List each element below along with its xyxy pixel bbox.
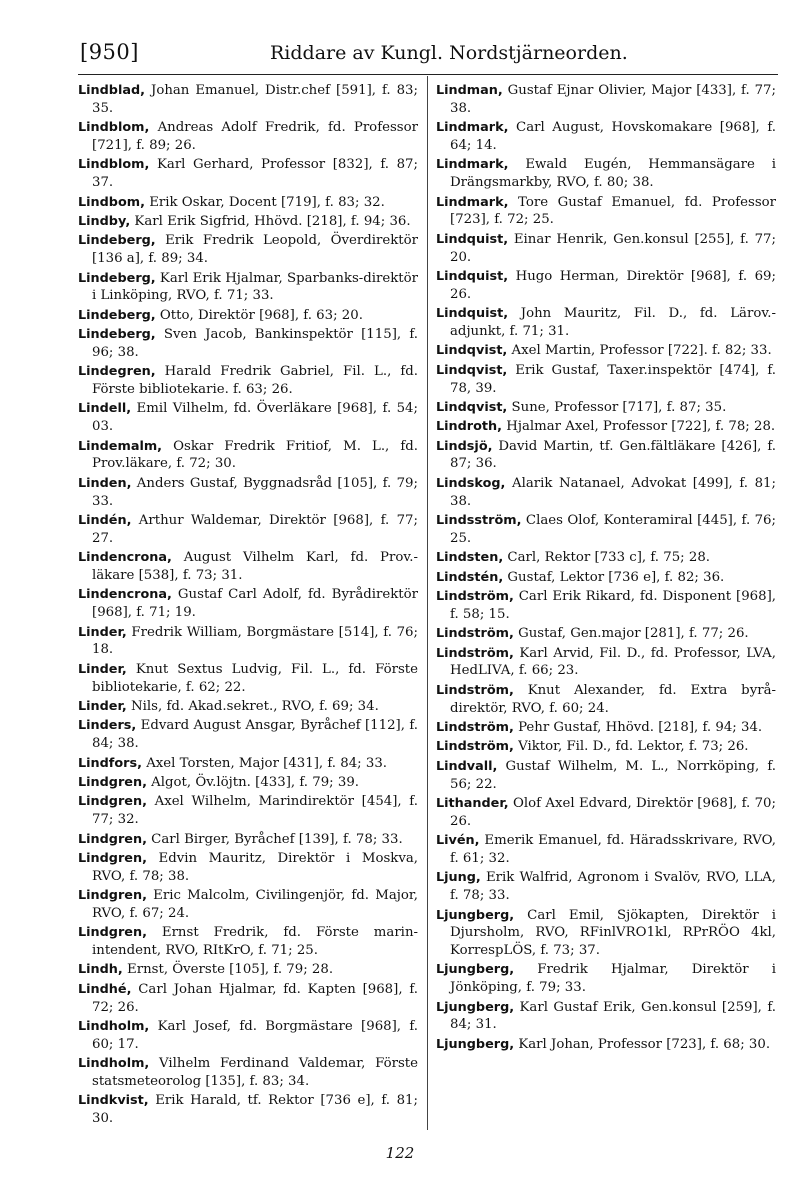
entry-details: Carl, Rektor [733 c], f. 75; 28. <box>503 550 711 566</box>
entry-surname: Lindsström, <box>436 513 522 529</box>
entry-surname: Lindquist, <box>436 268 509 284</box>
entry-details: Erik Walfrid, Agronom i Svalöv, RVO, LLA, f. 78; 33. <box>450 870 776 904</box>
entry-details: Erik Fredrik Leopold, Överdirektör [136 a], f. 89; 34. <box>92 233 418 267</box>
entry-surname: Ljungberg, <box>436 999 515 1015</box>
register-entry <box>436 119 776 155</box>
register-entry <box>436 362 776 398</box>
entry-surname: Lindmark, <box>436 157 509 173</box>
entry-surname: Lindgren, <box>78 794 147 810</box>
entry-details: Emil Vilhelm, fd. Överläkare [968], f. 54; 03. <box>92 401 418 435</box>
register-entry <box>436 738 776 756</box>
page-footer <box>0 1144 800 1162</box>
entry-details: August Vilhelm Karl, fd. Prov.-läkare [538], f. 73; 31. <box>92 550 418 584</box>
entry-details: Vilhelm Ferdinand Valdemar, Förste statsmeteorolog [135], f. 83; 34. <box>92 1056 418 1090</box>
folio-number: 122 <box>385 1144 415 1162</box>
entry-surname: Lindström, <box>436 626 514 642</box>
entry-surname: Lindell, <box>78 401 132 417</box>
entry-details: David Martin, tf. Gen.fältläkare [426], f. 87; 36. <box>450 438 776 472</box>
register-entry <box>78 1092 418 1128</box>
entry-surname: Lindgren, <box>78 831 147 847</box>
entry-details: Erik Oskar, Docent [719], f. 83; 32. <box>144 194 385 210</box>
register-entry <box>78 717 418 753</box>
entry-surname: Linder, <box>78 661 127 677</box>
entry-details: Sven Jacob, Bankinspektör [115], f. 96; 38. <box>92 327 418 360</box>
entry-surname: Lindh, <box>78 962 123 978</box>
entry-details: Gustaf Carl Adolf, fd. Byrådirektör [968], f. 71; 19. <box>92 587 418 621</box>
entry-surname: Lindsjö, <box>436 438 493 454</box>
entry-details: Edvin Mauritz, Direktör i Moskva, RVO, f. 78; 38. <box>92 850 418 884</box>
entry-details: Tore Gustaf Emanuel, fd. Professor [723], f. 72; 25. <box>450 194 776 228</box>
entry-surname: Lindström, <box>436 589 514 605</box>
entry-surname: Lindström, <box>436 739 514 755</box>
entry-details: Gustaf, Gen.major [281], f. 77; 26. <box>513 626 749 642</box>
left-column <box>78 82 418 1130</box>
entry-surname: Lindgren, <box>78 774 147 790</box>
entry-details: Olof Axel Edvard, Direktör [968], f. 70; 26. <box>450 795 776 829</box>
entry-details: Johan Emanuel, Distr.chef [591], f. 83; 35. <box>92 83 418 116</box>
entry-details: Fredrik William, Borgmästare [514], f. 76; 18. <box>92 624 418 658</box>
register-entry <box>436 999 776 1035</box>
entry-details: Oskar Fredrik Fritiof, M. L., fd. Prov.läkare, f. 72; 30. <box>92 438 418 472</box>
entry-surname: Lindén, <box>78 513 132 529</box>
register-entry <box>436 399 776 417</box>
entry-details: Hugo Herman, Direktör [968], f. 69; 26. <box>450 268 776 302</box>
entry-surname: Lindström, <box>436 682 514 698</box>
entry-details: Einar Henrik, Gen.konsul [255], f. 77; 20. <box>450 231 776 265</box>
register-entry <box>436 342 776 360</box>
register-entry <box>78 850 418 886</box>
register-entry <box>78 326 418 362</box>
entry-details: Karl Erik Hjalmar, Sparbanks-direktör i Linköping, RVO, f. 71; 33. <box>92 270 419 304</box>
entry-surname: Lindhé, <box>78 981 132 997</box>
page-number: [950] <box>80 40 139 64</box>
register-entry <box>436 231 776 267</box>
register-entry <box>78 793 418 829</box>
entry-details: Emerik Emanuel, fd. Häradsskrivare, RVO, f. 61; 32. <box>450 833 776 866</box>
register-entry <box>78 698 418 716</box>
register-entry <box>78 119 418 155</box>
entry-details: Carl Emil, Sjökapten, Direktör i Djursholm, RVO, RFinlVRO1kl, RPrRÖO 4kl, KorrespLÖS, f. 73; 37. <box>450 907 776 959</box>
register-entry <box>436 758 776 794</box>
entry-details: Karl Gerhard, Professor [832], f. 87; 37. <box>92 157 418 191</box>
entry-surname: Lindgren, <box>78 850 147 866</box>
register-entry <box>436 418 776 436</box>
register-entry <box>78 961 418 979</box>
entry-surname: Linders, <box>78 718 137 734</box>
entry-details: Anders Gustaf, Byggnadsråd [105], f. 79; 33. <box>92 475 418 509</box>
register-entry <box>78 438 418 474</box>
entry-surname: Lindemalm, <box>78 438 163 454</box>
register-entry <box>436 795 776 831</box>
entry-surname: Ljungberg, <box>436 1036 515 1052</box>
entry-surname: Ljungberg, <box>436 907 515 923</box>
entry-details: Carl August, Hovskomakare [968], f. 64; 14. <box>450 120 776 153</box>
entry-details: Hjalmar Axel, Professor [722], f. 78; 28. <box>502 419 776 435</box>
entry-details: Ernst Fredrik, fd. Förste marin-intendent, RVO, RItKrO, f. 71; 25. <box>92 925 418 959</box>
register-entry <box>78 400 418 436</box>
entry-surname: Lindqvist, <box>436 362 508 378</box>
entry-surname: Lindqvist, <box>436 399 508 415</box>
entry-surname: Lindquist, <box>436 231 509 247</box>
header-rule <box>78 74 778 75</box>
entry-details: Carl Birger, Byråchef [139], f. 78; 33. <box>146 831 403 847</box>
right-column <box>436 82 776 1055</box>
entry-surname: Lindmark, <box>436 120 509 136</box>
register-entry <box>78 512 418 548</box>
register-entry <box>78 755 418 773</box>
entry-surname: Lindquist, <box>436 306 509 322</box>
register-entry <box>78 156 418 192</box>
register-entry <box>78 774 418 792</box>
entry-surname: Lindholm, <box>78 1019 150 1035</box>
entry-details: Edvard August Ansgar, Byråchef [112], f. 84; 38. <box>92 718 418 752</box>
register-entry <box>436 305 776 341</box>
register-entry <box>436 682 776 718</box>
register-entry <box>436 194 776 230</box>
entry-surname: Lindfors, <box>78 755 142 771</box>
register-entry <box>78 624 418 660</box>
entry-surname: Lindblom, <box>78 120 150 136</box>
entry-surname: Lindblad, <box>78 83 146 98</box>
register-entry <box>436 645 776 681</box>
register-entry <box>78 831 418 849</box>
page-header <box>80 40 775 70</box>
entry-details: Gustaf, Lektor [736 e], f. 82; 36. <box>503 569 725 585</box>
entry-details: John Mauritz, Fil. D., fd. Lärov.-adjunkt, f. 71; 31. <box>450 306 776 339</box>
entry-details: Algot, Öv.löjtn. [433], f. 79; 39. <box>146 774 360 790</box>
register-entry <box>78 1055 418 1091</box>
entry-surname: Linden, <box>78 475 132 491</box>
entry-details: Carl Johan Hjalmar, fd. Kapten [968], f. 72; 26. <box>92 981 418 1015</box>
entry-surname: Lindsten, <box>436 550 504 566</box>
entry-surname: Lindeberg, <box>78 233 156 249</box>
entry-surname: Lindgren, <box>78 925 147 941</box>
entry-details: Knut Sextus Ludvig, Fil. L., fd. Förste bibliotekarie, f. 62; 22. <box>92 661 418 695</box>
entry-surname: Lindencrona, <box>78 587 172 603</box>
entry-details: Axel Wilhelm, Marindirektör [454], f. 77; 32. <box>92 794 418 828</box>
running-title: Riddare av Kungl. Nordstjärneorden. <box>270 42 628 64</box>
entry-details: Harald Fredrik Gabriel, Fil. L., fd. Förste bibliotekarie. f. 63; 26. <box>92 364 418 398</box>
register-entry <box>78 213 418 231</box>
register-entry <box>436 625 776 643</box>
entry-surname: Linder, <box>78 624 127 640</box>
register-entry <box>78 1018 418 1054</box>
entry-details: Gustaf Ejnar Olivier, Major [433], f. 77; 38. <box>450 83 776 116</box>
register-entry <box>436 438 776 474</box>
register-entry <box>78 549 418 585</box>
entry-surname: Lindroth, <box>436 419 503 435</box>
entry-surname: Lindvall, <box>436 758 498 774</box>
entry-surname: Lindman, <box>436 83 503 98</box>
entry-surname: Lindeberg, <box>78 327 156 343</box>
entry-details: Axel Martin, Professor [722]. f. 82; 33. <box>507 343 772 359</box>
entry-details: Karl Johan, Professor [723], f. 68; 30. <box>514 1036 771 1052</box>
entry-details: Karl Arvid, Fil. D., fd. Professor, LVA, HedLIVA, f. 66; 23. <box>450 645 776 679</box>
entry-details: Karl Erik Sigfrid, Hhövd. [218], f. 94; 36. <box>130 213 411 229</box>
register-entry <box>436 961 776 997</box>
entry-details: Andreas Adolf Fredrik, fd. Professor [721], f. 89; 26. <box>92 120 418 153</box>
entry-details: Claes Olof, Konteramiral [445], f. 76; 25. <box>450 513 776 546</box>
register-entry <box>436 512 776 548</box>
register-entry <box>436 475 776 511</box>
entry-surname: Lindholm, <box>78 1056 150 1072</box>
entry-details: Eric Malcolm, Civilingenjör, fd. Major, RVO, f. 67; 24. <box>92 888 418 921</box>
entry-details: Karl Josef, fd. Borgmästare [968], f. 60; 17. <box>92 1019 418 1052</box>
register-entry <box>78 232 418 268</box>
entry-details: Alarik Natanael, Advokat [499], f. 81; 38. <box>450 475 776 509</box>
entry-surname: Linder, <box>78 698 127 714</box>
register-entry <box>78 981 418 1017</box>
register-entry <box>78 887 418 923</box>
register-entry <box>436 588 776 624</box>
entry-surname: Lindström, <box>436 719 514 735</box>
entry-details: Gustaf Wilhelm, M. L., Norrköping, f. 56; 22. <box>450 758 776 792</box>
entry-surname: Lindström, <box>436 645 514 661</box>
entry-details: Karl Gustaf Erik, Gen.konsul [259], f. 84; 31. <box>450 999 776 1033</box>
register-entry <box>436 569 776 587</box>
register-entry <box>436 1036 776 1054</box>
register-entry <box>78 363 418 399</box>
entry-surname: Lindblom, <box>78 157 150 173</box>
entry-surname: Lindeberg, <box>78 307 156 323</box>
register-entry <box>78 270 418 306</box>
entry-surname: Ljungberg, <box>436 962 515 978</box>
register-entry <box>78 586 418 622</box>
entry-details: Sune, Professor [717], f. 87; 35. <box>507 399 727 415</box>
entry-details: Erik Harald, tf. Rektor [736 e], f. 81; 30. <box>92 1093 418 1127</box>
register-entry <box>78 82 418 118</box>
register-entry <box>436 832 776 868</box>
entry-details: Otto, Direktör [968], f. 63; 20. <box>155 307 363 323</box>
entry-details: Axel Torsten, Major [431], f. 84; 33. <box>141 755 388 771</box>
entry-details: Ernst, Överste [105], f. 79; 28. <box>122 962 334 978</box>
register-entry <box>78 475 418 511</box>
entry-surname: Lindencrona, <box>78 550 172 566</box>
entry-surname: Lindby, <box>78 213 131 229</box>
entry-surname: Lindeberg, <box>78 270 156 286</box>
entry-surname: Lindmark, <box>436 194 509 210</box>
column-divider <box>427 76 428 1130</box>
register-entry <box>78 307 418 325</box>
entry-surname: Lindbom, <box>78 194 145 210</box>
entry-surname: Lindkvist, <box>78 1093 149 1109</box>
register-entry <box>78 924 418 960</box>
entry-details: Nils, fd. Akad.sekret., RVO, f. 69; 34. <box>126 698 379 714</box>
register-entry <box>436 907 776 960</box>
register-entry <box>436 156 776 192</box>
entry-surname: Lindgren, <box>78 888 147 904</box>
entry-details: Erik Gustaf, Taxer.inspektör [474], f. 78, 39. <box>450 362 776 396</box>
register-entry <box>78 661 418 697</box>
entry-surname: Lindqvist, <box>436 343 508 359</box>
register-entry <box>436 268 776 304</box>
entry-details: Fredrik Hjalmar, Direktör i Jönköping, f. 79; 33. <box>450 962 776 996</box>
register-entry <box>436 719 776 737</box>
register-entry <box>436 549 776 567</box>
entry-details: Pehr Gustaf, Hhövd. [218], f. 94; 34. <box>513 719 763 735</box>
register-entry <box>436 869 776 905</box>
entry-details: Arthur Waldemar, Direktör [968], f. 77; 27. <box>92 513 418 546</box>
register-entry <box>436 82 776 118</box>
entry-details: Carl Erik Rikard, fd. Disponent [968], f. 58; 15. <box>450 589 776 622</box>
entry-surname: Ljung, <box>436 870 481 886</box>
entry-details: Viktor, Fil. D., fd. Lektor, f. 73; 26. <box>513 739 749 755</box>
entry-surname: Lithander, <box>436 795 509 811</box>
entry-surname: Lindskog, <box>436 475 506 491</box>
entry-surname: Lindegren, <box>78 364 156 380</box>
entry-details: Ewald Eugén, Hemmansägare i Drängsmarkby, RVO, f. 80; 38. <box>450 157 776 191</box>
entry-details: Knut Alexander, fd. Extra byrå-direktör, RVO, f. 60; 24. <box>450 682 776 716</box>
register-entry <box>78 194 418 212</box>
entry-surname: Lindstén, <box>436 569 504 585</box>
entry-surname: Livén, <box>436 833 480 849</box>
